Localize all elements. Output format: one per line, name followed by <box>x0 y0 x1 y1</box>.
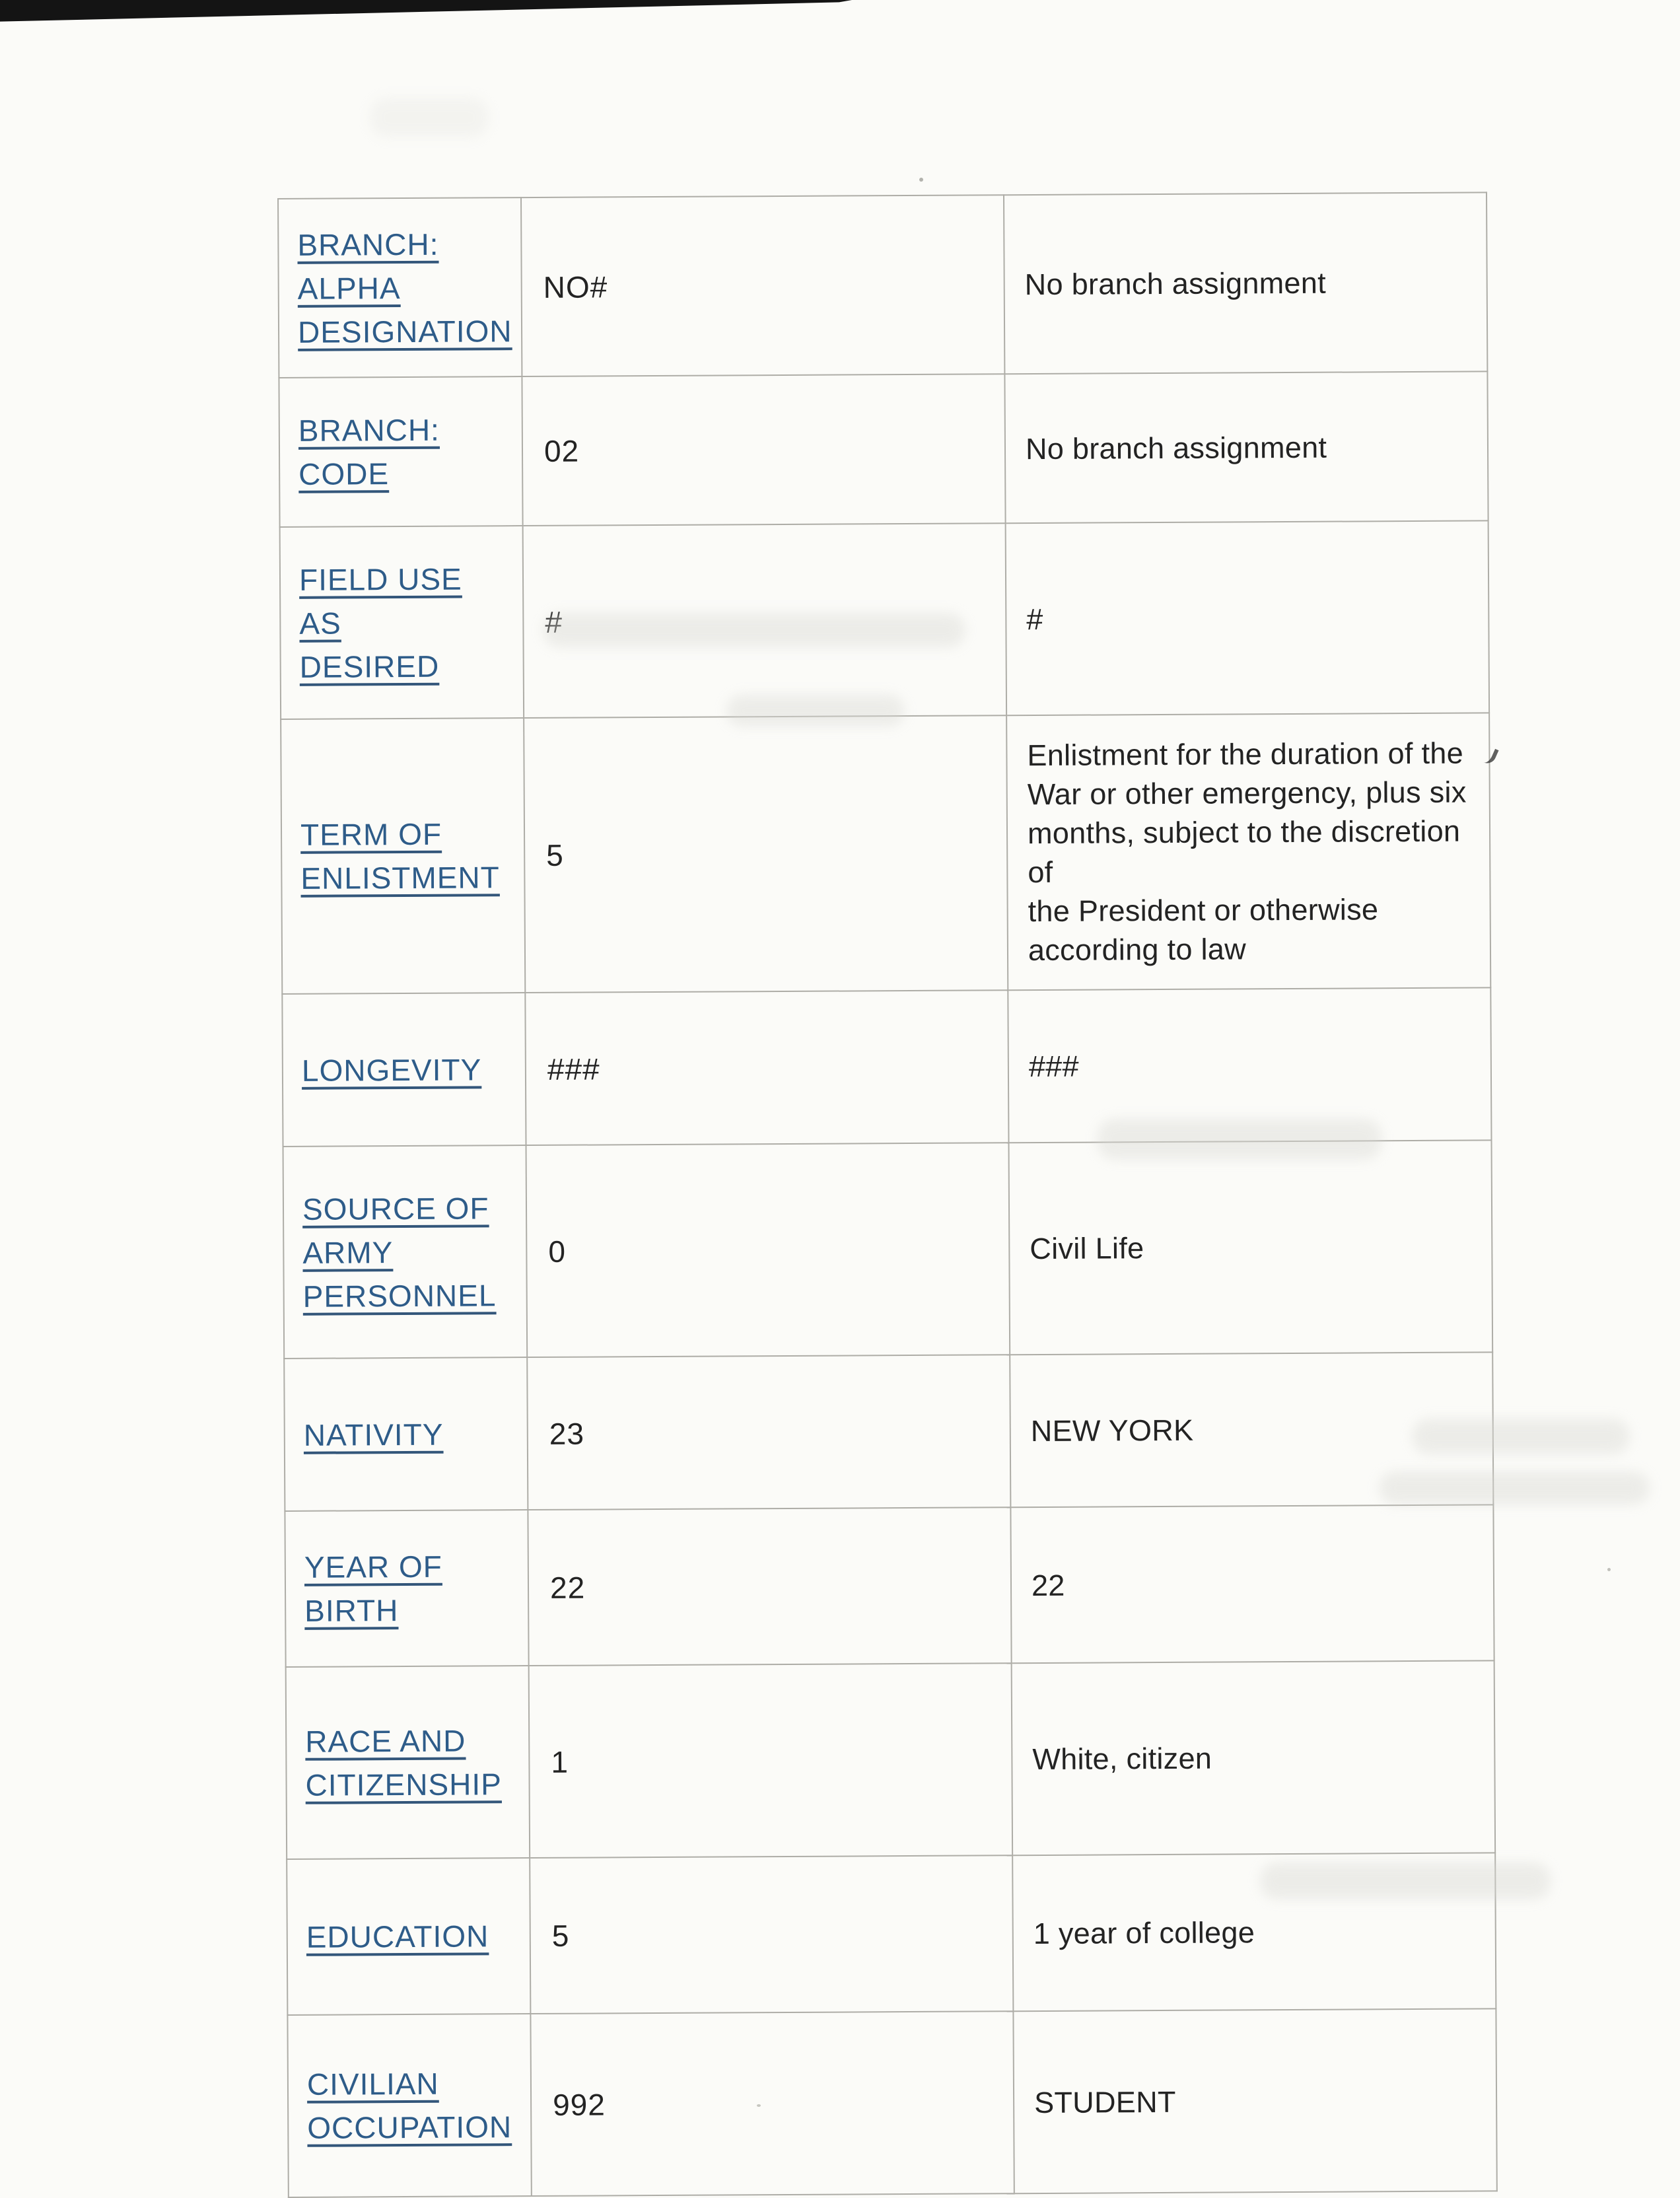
scan-speck <box>757 2104 761 2107</box>
meaning-value-cell: STUDENT <box>1013 2008 1496 2193</box>
scan-speck <box>919 178 923 182</box>
field-name-link: RACE AND CITIZENSHIP <box>305 1723 502 1802</box>
code-value-cell: 992 <box>530 2011 1014 2196</box>
field-name-link: EDUCATION <box>306 1919 489 1954</box>
table-row <box>283 1140 1493 1359</box>
field-name-cell <box>287 1858 530 2015</box>
field-name-cell <box>284 1357 528 1511</box>
code-value-cell: 5 <box>530 1855 1013 2014</box>
table-row <box>284 1352 1493 1511</box>
field-name-link: TERM OF ENLISTMENT <box>300 816 500 896</box>
bleed-through-smudge <box>370 98 489 137</box>
field-name-link: BRANCH: CODE <box>298 412 440 491</box>
field-name-link: CIVILIAN OCCUPATION <box>306 2066 512 2145</box>
bleed-through-smudge <box>1412 1419 1630 1454</box>
code-value-cell: 02 <box>522 374 1005 526</box>
bleed-through-smudge <box>1379 1471 1650 1505</box>
field-name-link: BRANCH: ALPHA DESIGNATION <box>297 227 512 349</box>
scanner-edge-artifact <box>0 0 852 22</box>
meaning-value-cell: NEW YORK <box>1010 1352 1493 1507</box>
field-name-cell <box>285 1510 528 1667</box>
meaning-value-cell: Enlistment for the duration of the War or other emergency, plus six months, subject to the discretion of the President or otherwise according to law <box>1006 713 1490 990</box>
meaning-value-cell: 22 <box>1010 1505 1494 1663</box>
field-name-cell <box>282 993 526 1147</box>
table-row <box>287 2008 1496 2197</box>
field-name-link: YEAR OF BIRTH <box>304 1549 442 1628</box>
code-value-cell: 5 <box>524 715 1008 993</box>
meaning-value-cell: No branch assignment <box>1004 192 1487 374</box>
code-value-cell: NO# <box>521 195 1004 376</box>
meaning-value-cell: ### <box>1008 987 1491 1143</box>
table-row <box>285 1505 1494 1667</box>
bleed-through-smudge <box>1098 1119 1382 1160</box>
table-row <box>281 713 1490 994</box>
code-value-cell: 22 <box>528 1507 1011 1666</box>
table-row <box>278 192 1487 378</box>
field-name-cell <box>279 376 522 527</box>
field-name-link: SOURCE OF ARMY PERSONNEL <box>302 1190 497 1314</box>
bleed-through-smudge <box>1260 1862 1551 1899</box>
scan-speck <box>1607 1568 1611 1571</box>
meaning-value-cell: White, citizen <box>1012 1660 1496 1855</box>
code-value-cell: # <box>523 523 1007 718</box>
code-value-cell: ### <box>525 990 1008 1145</box>
field-name-cell <box>287 2014 531 2197</box>
meaning-value-cell: # <box>1006 520 1490 715</box>
field-name-cell <box>281 718 525 994</box>
code-value-cell: 0 <box>526 1143 1010 1357</box>
field-name-cell <box>280 526 524 719</box>
field-name-cell <box>286 1666 530 1859</box>
table-row <box>286 1660 1495 1859</box>
field-name-cell <box>278 197 522 378</box>
bleed-through-smudge <box>543 613 965 647</box>
field-name-cell <box>283 1145 528 1359</box>
code-value-cell: 23 <box>527 1355 1010 1510</box>
table-row <box>279 371 1488 527</box>
meaning-value-cell: No branch assignment <box>1004 371 1488 523</box>
field-name-link: LONGEVITY <box>301 1051 482 1088</box>
field-name-link: FIELD USE AS DESIRED <box>298 561 462 684</box>
bleed-through-smudge <box>726 695 905 727</box>
meaning-value-cell: 1 year of college <box>1012 1853 1496 2011</box>
field-name-link: NATIVITY <box>303 1417 444 1452</box>
code-value-cell: 1 <box>529 1663 1013 1858</box>
meaning-value-cell: Civil Life <box>1009 1140 1493 1355</box>
